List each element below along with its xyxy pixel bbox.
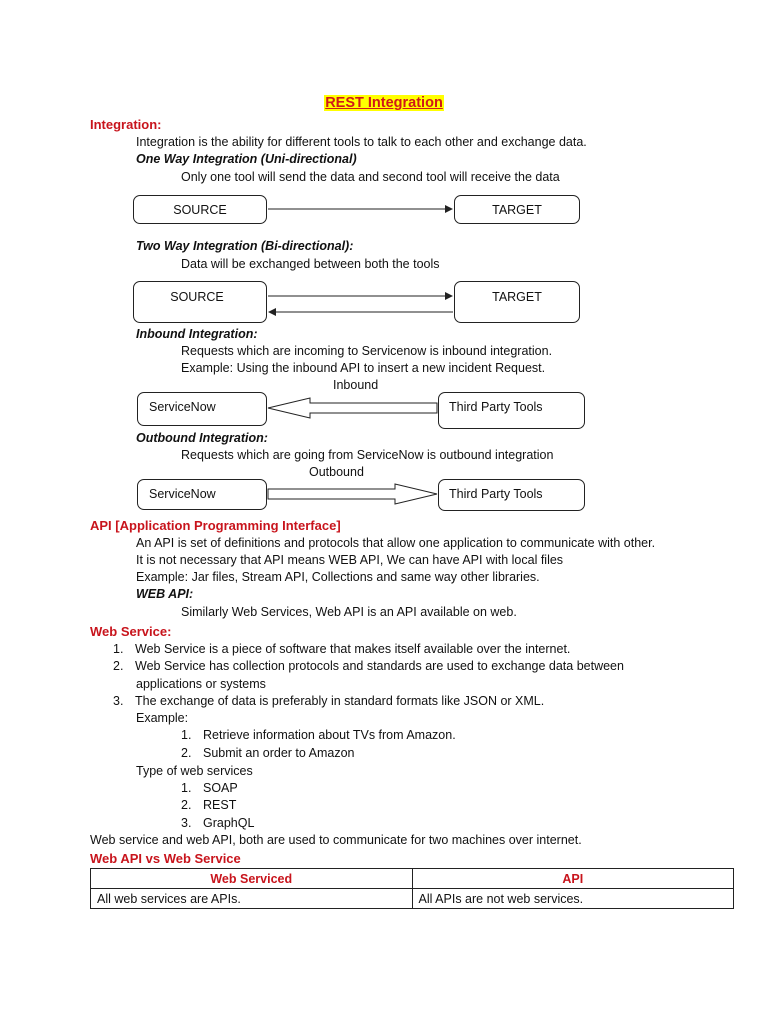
table-cell: All web services are APIs.	[91, 889, 413, 909]
example-label: Example:	[136, 711, 189, 725]
outbound-desc: Requests which are going from ServiceNow is outbound integration	[181, 448, 554, 462]
outbound-third-party-label: Third Party Tools	[449, 487, 543, 501]
outbound-title: Outbound Integration:	[136, 431, 268, 445]
type-item-3	[181, 816, 254, 831]
one-way-source-label: SOURCE	[173, 203, 227, 217]
two-way-source-label: SOURCE	[170, 290, 224, 304]
integration-definition: Integration is the ability for different tools to talk to each other and exchange data.	[136, 135, 587, 149]
example-item-1	[181, 728, 456, 743]
example-item-2	[181, 746, 354, 761]
list-text: Retrieve information about TVs from Amazon.	[203, 728, 456, 742]
type-item-2	[181, 798, 236, 813]
list-text: Submit an order to Amazon	[203, 746, 355, 760]
table-header-cell: Web Serviced	[91, 869, 413, 889]
list-number: 1.	[113, 642, 124, 656]
list-number: 2.	[181, 798, 192, 812]
list-text: GraphQL	[203, 816, 255, 830]
inbound-servicenow-label: ServiceNow	[149, 400, 216, 414]
web-api-title: WEB API:	[136, 587, 194, 601]
two-way-target-label: TARGET	[492, 290, 542, 304]
list-text: The exchange of data is preferably in standard formats like JSON or XML.	[135, 694, 545, 708]
inbound-example: Example: Using the inbound API to insert a new incident Request.	[181, 361, 546, 375]
outbound-arrow-label: Outbound	[309, 465, 364, 479]
table-header-row	[91, 869, 734, 889]
web-service-point-3	[113, 694, 544, 709]
comparison-heading: Web API vs Web Service	[90, 851, 241, 866]
one-way-title: One Way Integration (Uni-directional)	[136, 152, 357, 166]
page-title-text: REST Integration	[325, 95, 443, 111]
list-number: 1.	[181, 781, 192, 795]
outbound-servicenow-label: ServiceNow	[149, 487, 216, 501]
inbound-hollow-arrow	[268, 398, 437, 418]
inbound-title: Inbound Integration:	[136, 327, 258, 341]
list-number: 3.	[113, 694, 124, 708]
web-service-heading: Web Service:	[90, 624, 172, 639]
comparison-table	[90, 868, 734, 909]
two-way-title: Two Way Integration (Bi-directional):	[136, 239, 354, 253]
inbound-third-party-label: Third Party Tools	[449, 400, 543, 414]
table-header-cell: API	[412, 869, 734, 889]
web-api-desc: Similarly Web Services, Web API is an API available on web.	[181, 605, 517, 619]
table-row	[91, 889, 734, 909]
list-text: REST	[203, 798, 237, 812]
web-service-point-2	[113, 659, 624, 674]
api-line-2: It is not necessary that API means WEB API, We can have API with local files	[136, 553, 564, 567]
web-service-point-2-cont: applications or systems	[136, 677, 266, 691]
web-service-point-1	[113, 642, 570, 657]
inbound-desc: Requests which are incoming to Servicenow is inbound integration.	[181, 344, 553, 358]
list-text: Web Service has collection protocols and standards are used to exchange data between	[135, 659, 624, 673]
one-way-target-label: TARGET	[492, 203, 542, 217]
list-number: 2.	[181, 746, 192, 760]
outbound-hollow-arrow	[268, 484, 437, 504]
inbound-arrow-label: Inbound	[333, 378, 379, 392]
integration-heading: Integration:	[90, 117, 162, 132]
api-heading: API [Application Programming Interface]	[90, 518, 341, 533]
list-number: 3.	[181, 816, 192, 830]
list-number: 2.	[113, 659, 124, 673]
api-line-1: An API is set of definitions and protocols that allow one application to communicate with other.	[136, 536, 656, 550]
type-item-1	[181, 781, 238, 796]
api-line-3: Example: Jar files, Stream API, Collections and same way other libraries.	[136, 570, 540, 584]
list-number: 1.	[181, 728, 192, 742]
web-service-summary: Web service and web API, both are used to communicate for two machines over internet.	[90, 833, 582, 847]
two-way-desc: Data will be exchanged between both the tools	[181, 257, 440, 271]
one-way-desc: Only one tool will send the data and second tool will receive the data	[181, 170, 560, 184]
table-cell: All APIs are not web services.	[412, 889, 734, 909]
list-text: Web Service is a piece of software that makes itself available over the internet.	[135, 642, 571, 656]
list-text: SOAP	[203, 781, 238, 795]
types-label: Type of web services	[136, 764, 253, 778]
